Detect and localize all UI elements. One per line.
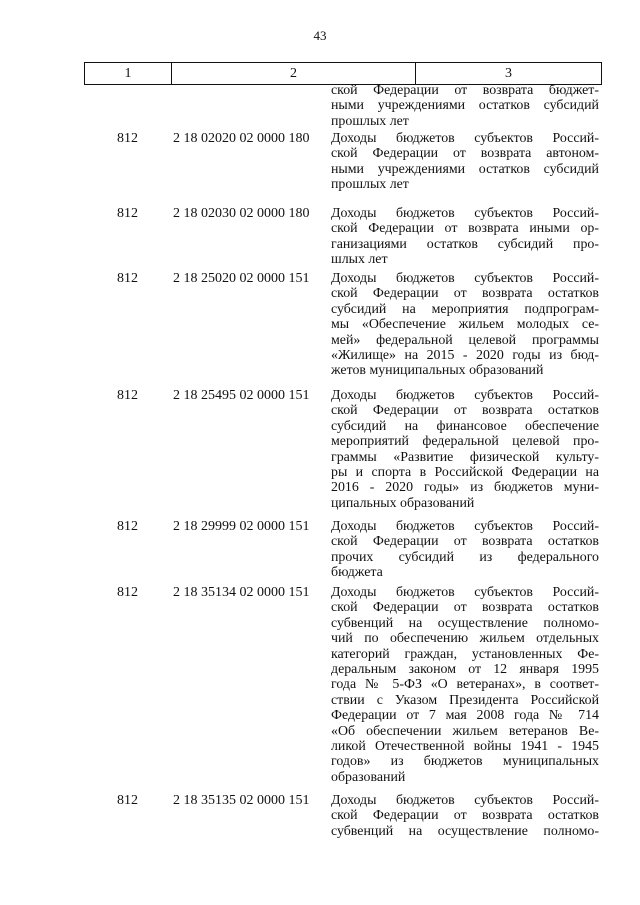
description-line: субвенций на осуществление полномо- — [331, 615, 599, 631]
description-line: ными учреждениями остатков субсидий — [331, 98, 599, 114]
description-line: прочих субсидий из федерального — [331, 549, 599, 565]
header-col-2: 2 — [172, 63, 416, 84]
description-cell — [331, 206, 599, 268]
description-line: ганизациями остатков субсидий про- — [331, 236, 599, 252]
description-line: субсидий на мероприятия подпрограм- — [331, 301, 599, 317]
description-line: ными учреждениями остатков субсидий — [331, 161, 599, 177]
description-line: ципальных образований — [331, 495, 475, 511]
budget-code-cell: 2 18 02030 02 0000 180 — [173, 206, 310, 221]
description-line: ской Федерации от возврата иными ор- — [331, 221, 599, 237]
table-header — [84, 62, 602, 85]
description-line: годов» из бюджетов муниципальных — [331, 754, 599, 770]
budget-code-cell: 2 18 35135 02 0000 151 — [173, 793, 310, 808]
table-row — [84, 388, 602, 519]
admin-code-cell: 812 — [117, 271, 138, 286]
table-body — [84, 84, 602, 843]
description-line: ской Федерации от возврата остатков — [331, 403, 599, 419]
budget-code-cell: 2 18 29999 02 0000 151 — [173, 519, 310, 534]
admin-code-cell: 812 — [117, 206, 138, 221]
description-line: ры и спорта в Российской Федерации на — [331, 465, 599, 481]
description-line: ствии с Указом Президента Российской — [331, 692, 599, 708]
table-row — [84, 131, 602, 206]
description-line: ской Федерации от возврата автоном- — [331, 146, 599, 162]
table-row — [84, 271, 602, 388]
header-col-3: 3 — [505, 65, 512, 81]
description-line: Доходы бюджетов субъектов Россий- — [331, 585, 599, 600]
description-line: ской Федерации от возврата остатков — [331, 600, 599, 616]
description-line: образований — [331, 769, 406, 785]
description-line: «Жилище» на 2015 - 2020 годы из бюд- — [331, 348, 599, 364]
description-line: прошлых лет — [331, 113, 409, 129]
description-line: категорий граждан, установленных Фе- — [331, 646, 599, 662]
description-line: Доходы бюджетов субъектов Россий- — [331, 388, 599, 403]
table-row — [84, 519, 602, 585]
description-cell — [331, 271, 599, 379]
table-row-continuation — [84, 84, 602, 131]
table-row — [84, 585, 602, 793]
description-line: ской Федерации от возврата остатков — [331, 808, 599, 824]
description-line: ской Федерации от возврата бюджет- — [331, 83, 599, 98]
description-cell — [331, 83, 599, 129]
description-cell — [331, 793, 599, 839]
budget-code-cell: 2 18 25495 02 0000 151 — [173, 388, 310, 403]
description-cell — [331, 585, 599, 785]
description-line: Доходы бюджетов субъектов Россий- — [331, 271, 599, 286]
admin-code-cell: 812 — [117, 131, 138, 146]
description-line: Доходы бюджетов субъектов Россий- — [331, 793, 599, 808]
description-cell — [331, 131, 599, 193]
description-line: субсидий на финансовое обеспечение — [331, 418, 599, 434]
description-line: жетов муниципальных образований — [331, 363, 544, 379]
description-line: субвенций на осуществление полномо- — [331, 823, 599, 839]
admin-code-cell: 812 — [117, 388, 138, 403]
admin-code-cell: 812 — [117, 793, 138, 808]
description-line: мероприятий федеральной целевой про- — [331, 434, 599, 450]
admin-code-cell: 812 — [117, 519, 138, 534]
description-line: мей» федеральной целевой программы — [331, 332, 599, 348]
description-line: шлых лет — [331, 252, 388, 268]
description-line: Доходы бюджетов субъектов Россий- — [331, 131, 599, 146]
budget-code-cell: 2 18 25020 02 0000 151 — [173, 271, 310, 286]
description-line: ской Федерации от возврата остатков — [331, 534, 599, 550]
page-number: 43 — [313, 28, 327, 43]
description-line: «Об обеспечении жильем ветеранов Ве- — [331, 723, 599, 739]
description-line: Доходы бюджетов субъектов Россий- — [331, 519, 599, 534]
description-line: чий по обеспечению жильем отдельных — [331, 631, 599, 647]
description-line: Доходы бюджетов субъектов Россий- — [331, 206, 599, 221]
description-line: мы «Обеспечение жильем молодых се- — [331, 317, 599, 333]
description-line: 2016 - 2020 годы» из бюджетов муни- — [331, 480, 599, 496]
description-cell — [331, 388, 599, 511]
budget-code-cell: 2 18 35134 02 0000 151 — [173, 585, 310, 600]
table-row — [84, 206, 602, 271]
description-line: Федерации от 7 мая 2008 года № 714 — [331, 708, 599, 724]
description-line: прошлых лет — [331, 177, 409, 193]
description-line: года № 5-ФЗ «О ветеранах», в соответ- — [331, 677, 599, 693]
description-line: бюджета — [331, 565, 383, 581]
description-line: ликой Отечественной войны 1941 - 1945 — [331, 739, 599, 755]
admin-code-cell: 812 — [117, 585, 138, 600]
description-line: граммы «Развитие физической культу- — [331, 449, 599, 465]
description-line: деральным законом от 12 января 1995 — [331, 662, 599, 678]
table-row — [84, 793, 602, 843]
description-cell — [331, 519, 599, 581]
budget-code-cell: 2 18 02020 02 0000 180 — [173, 131, 310, 146]
header-col-1: 1 — [85, 63, 172, 84]
description-line: ской Федерации от возврата остатков — [331, 286, 599, 302]
